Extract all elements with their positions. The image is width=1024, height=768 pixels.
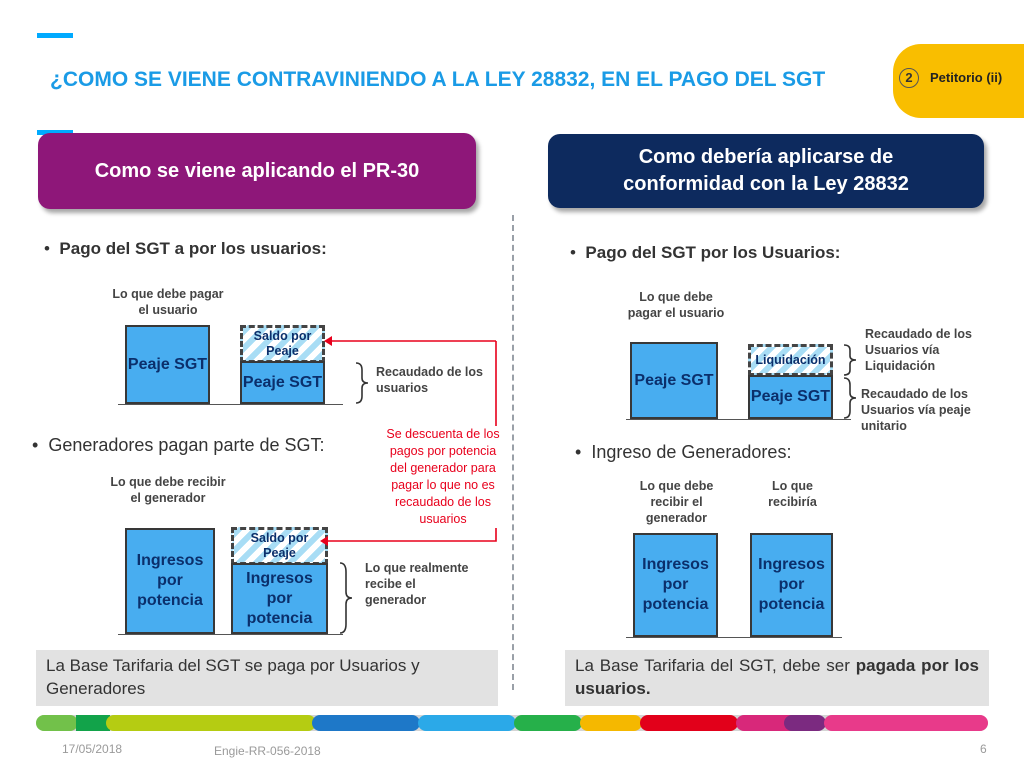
right-bullet-1: • Pago del SGT por los Usuarios: <box>570 243 841 262</box>
vertical-divider <box>512 215 514 690</box>
left-box-ingresos: Ingresos por potencia <box>125 528 215 634</box>
right-note-liquidacion: Recaudado de los Usuarios vía Liquidación <box>865 327 972 373</box>
colour-strip-lightblue <box>418 715 516 731</box>
colour-strip-yellow <box>580 715 642 731</box>
right-header: Como debería aplicarse de conformidad con la Ley 28832 <box>548 134 984 208</box>
left-note-recaudado: Recaudado de los usuarios <box>376 365 483 395</box>
left-box-peaje-sgt: Peaje SGT <box>125 325 210 404</box>
footer-ref: Engie-RR-056-2018 <box>214 744 321 758</box>
right-box-peaje-sgt-2: Peaje SGT <box>748 375 833 419</box>
accent-line-top <box>37 33 73 38</box>
right-base-text: La Base Tarifaria del SGT, debe ser pagada por los usuarios. <box>565 650 989 706</box>
colour-strip-red <box>640 715 738 731</box>
colour-strip-blue <box>312 715 420 731</box>
right-box-ingresos: Ingresos por potencia <box>633 533 718 637</box>
left-baseline-2 <box>118 634 343 635</box>
colour-strip-lime <box>106 715 316 731</box>
colour-strip-magenta <box>824 715 988 731</box>
colour-strip-purple <box>784 715 826 731</box>
right-note-peaje: Recaudado de los Usuarios vía peaje unitario <box>861 387 971 433</box>
right-label-recibiria: Lo que recibiría <box>768 479 817 509</box>
left-base-text: La Base Tarifaria del SGT se paga por Usuarios y Generadores <box>36 650 498 706</box>
slide-title: ¿COMO SE VIENE CONTRAVINIENDO A LA LEY 28832, EN EL PAGO DEL SGT <box>50 68 826 91</box>
colour-strip-green-2 <box>514 715 582 731</box>
tab-number-icon: 2 <box>899 68 919 88</box>
left-baseline-1 <box>118 404 343 405</box>
left-box-ingresos-2: Ingresos por potencia <box>231 563 328 634</box>
right-label-recibir: Lo que debe recibir el generador <box>639 479 714 525</box>
left-brace-2 <box>336 562 356 634</box>
right-bullet-2: • Ingreso de Generadores: <box>575 442 792 462</box>
right-baseline-1 <box>626 419 851 420</box>
red-note: Se descuenta de los pagos por potencia del generador para pagar lo que no es recaudado de los usuarios <box>384 426 502 528</box>
left-hatch-saldo-2: Saldo por Peaje <box>231 527 328 565</box>
left-bullet-1: • Pago del SGT a por los usuarios: <box>44 239 327 258</box>
right-box-ingresos-2: Ingresos por potencia <box>750 533 833 637</box>
right-brace-1 <box>840 344 860 376</box>
left-bullet-2: • Generadores pagan parte de SGT: <box>32 435 325 455</box>
left-label-recibir: Lo que debe recibir el generador <box>110 475 226 505</box>
left-note-realmente: Lo que realmente recibe el generador <box>365 561 469 607</box>
left-hatch-saldo: Saldo por Peaje <box>240 325 325 363</box>
colour-strip-darkgreen <box>76 715 110 731</box>
footer-page-number: 6 <box>980 742 987 756</box>
left-header: Como se viene aplicando el PR-30 <box>38 133 476 209</box>
right-brace-2 <box>840 377 860 419</box>
colour-strip-green <box>36 715 78 731</box>
footer-date: 17/05/2018 <box>62 742 123 756</box>
right-box-peaje-sgt: Peaje SGT <box>630 342 718 419</box>
left-label-pay-user: Lo que debe pagar el usuario <box>112 287 224 317</box>
right-hatch-liquidacion: Liquidación <box>748 344 833 376</box>
right-baseline-2 <box>626 637 842 638</box>
right-label-pay-user: Lo que debe pagar el usuario <box>627 290 725 320</box>
left-box-peaje-sgt-2: Peaje SGT <box>240 361 325 404</box>
tab-label: Petitorio (ii) <box>930 70 1003 85</box>
